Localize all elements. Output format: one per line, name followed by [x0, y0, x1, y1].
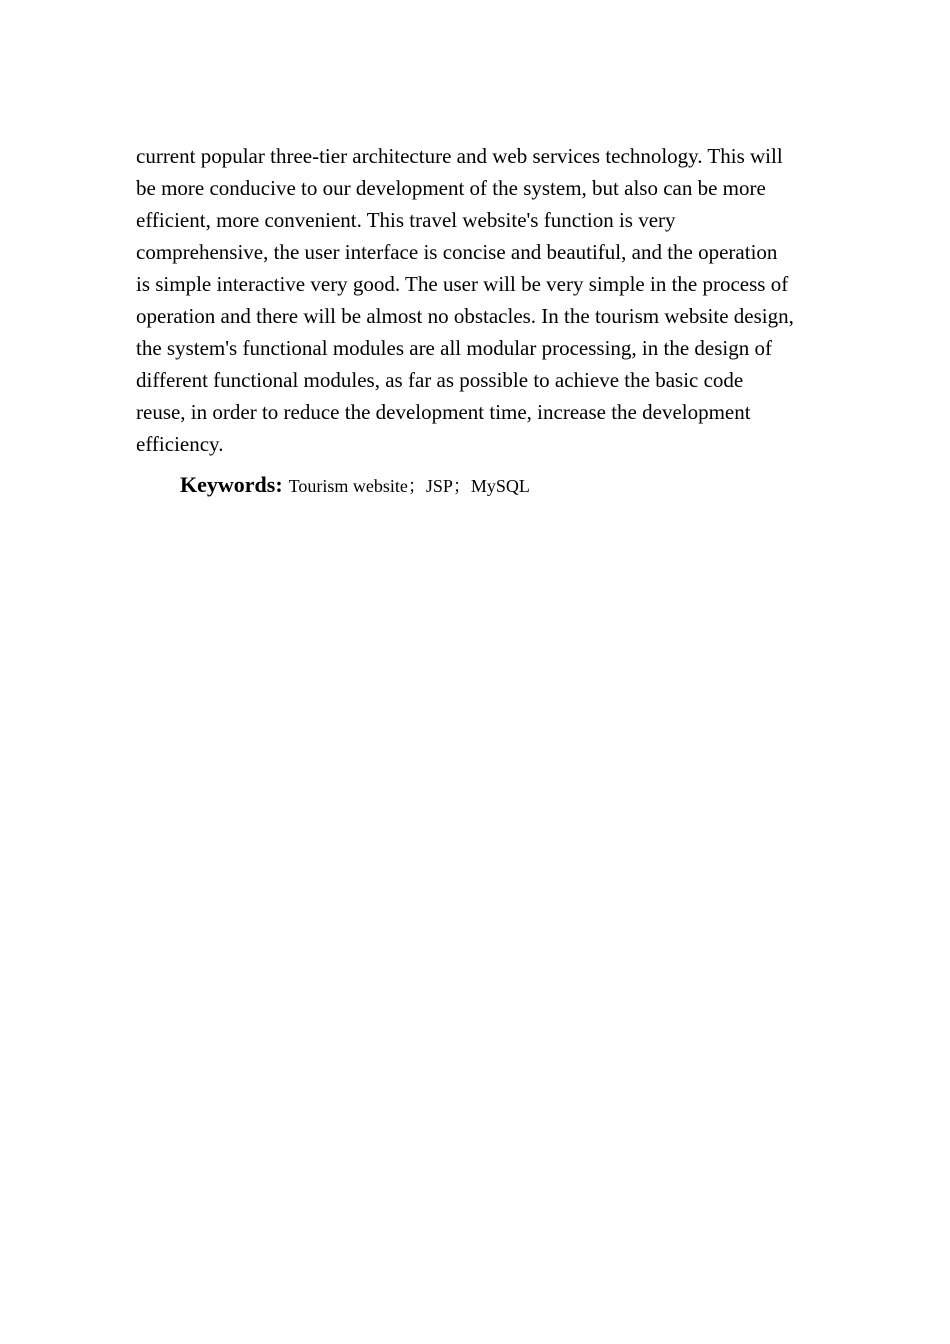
paragraph-line: operation and there will be almost no obstacles. In the tourism website design,	[136, 304, 794, 328]
paragraph-line: comprehensive, the user interface is concise and beautiful, and the operation	[136, 240, 778, 264]
paragraph-line: efficiency.	[136, 432, 224, 456]
paragraph-line: reuse, in order to reduce the development time, increase the development	[136, 400, 751, 424]
paragraph-line: the system's functional modules are all modular processing, in the design of	[136, 336, 772, 360]
keywords-label: Keywords:	[180, 472, 283, 497]
paragraph-line: be more conducive to our development of the system, but also can be more	[136, 176, 766, 200]
paragraph-line: efficient, more convenient. This travel website's function is very	[136, 208, 676, 232]
paragraph-line: different functional modules, as far as possible to achieve the basic code	[136, 368, 744, 392]
paragraph-line: current popular three-tier architecture and web services technology. This will	[136, 144, 783, 168]
paragraph-line: is simple interactive very good. The user will be very simple in the process of	[136, 272, 789, 296]
keywords-line	[180, 469, 530, 504]
keywords-values: Tourism website；JSP；MySQL	[288, 476, 530, 496]
abstract-paragraph	[136, 140, 840, 460]
